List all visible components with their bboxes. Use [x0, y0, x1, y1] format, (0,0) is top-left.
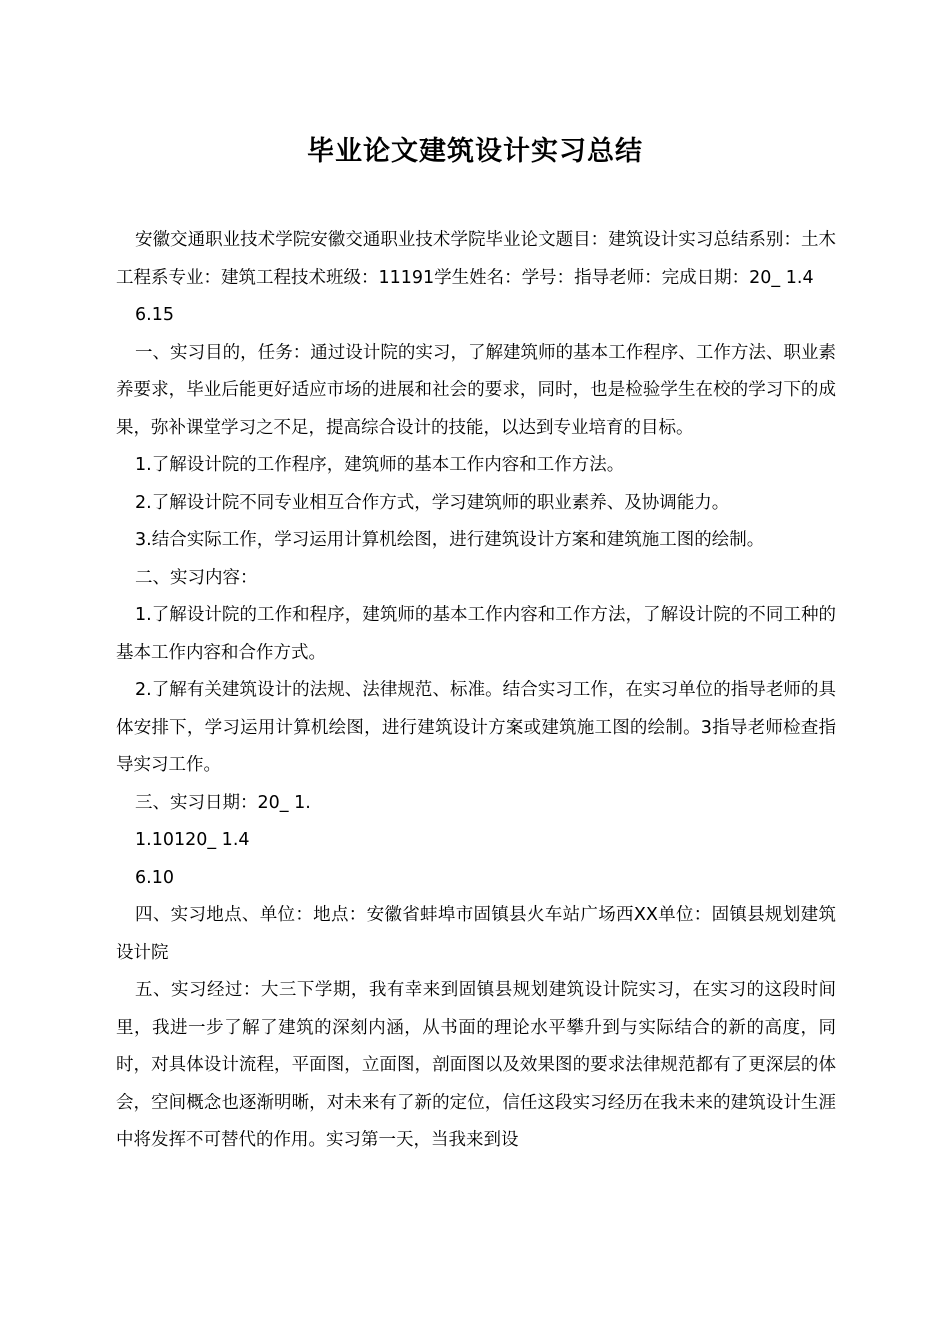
paragraph-content-item-1: 1.了解设计院的工作和程序，建筑师的基本工作内容和工作方法，了解设计院的不同工种的基本工作内容和合作方式。	[116, 605, 836, 663]
paragraph-content-item-2: 2.了解有关建筑设计的法规、法律规范、标准。结合实习工作，在实习单位的指导老师的具体安排下，学习运用计算机绘图，进行建筑设计方案或建筑施工图的绘制。3指导老师检查指导实习工作。	[116, 680, 836, 775]
paragraph-purpose-item-2: 2.了解设计院不同专业相互合作方式，学习建筑师的职业素养、及协调能力。	[135, 492, 730, 513]
paragraph-dates-continuation-1: 1.10120_ 1.4	[135, 830, 250, 850]
paragraph-section-2-heading: 二、实习内容：	[135, 567, 258, 588]
paragraph-section-4-location: 四、实习地点、单位：地点：安徽省蚌埠市固镇县火车站广场西XX单位：固镇县规划建筑设计院	[116, 905, 836, 963]
paragraph-purpose-item-1: 1.了解设计院的工作程序，建筑师的基本工作内容和工作方法。	[135, 455, 625, 475]
paragraph-dates-continuation-2: 6.10	[135, 867, 174, 888]
paragraph-section-5-process: 五、实习经过：大三下学期，我有幸来到固镇县规划建筑设计院实习，在实习的这段时间里，我进一步了解了建筑的深刻内涵，从书面的理论水平攀升到与实际结合的新的高度，同时，对具体设计流程，平面图，立面图，剖面图以及效果图的要求法律规范都有了更深层的体会，空间概念也逐渐明晰，对未来有了新的定位，信任这段实习经历在我未来的建筑设计生涯中将发挥不可替代的作用。实习第一天，当我来到设	[116, 980, 836, 1150]
paragraph-section-1-purpose: 一、实习目的，任务：通过设计院的实习，了解建筑师的基本工作程序、工作方法、职业素养要求，毕业后能更好适应市场的进展和社会的要求，同时，也是检验学生在校的学习下的成果，弥补课堂学习之不足，提高综合设计的技能，以达到专业培育的目标。	[116, 342, 836, 438]
document-body	[116, 222, 836, 1160]
paragraph-header-info: 安徽交通职业技术学院安徽交通职业技术学院毕业论文题目：建筑设计实习总结系别：土木工程系专业：建筑工程技术班级：11191学生姓名：学号：指导老师：完成日期：20_ 1.4	[116, 230, 836, 288]
document-title: 毕业论文建筑设计实习总结	[307, 136, 643, 167]
paragraph-section-3-dates: 三、实习日期：20_ 1.	[135, 792, 311, 813]
paragraph-date-continuation: 6.15	[135, 305, 174, 325]
paragraph-purpose-item-3: 3.结合实际工作，学习运用计算机绘图，进行建筑设计方案和建筑施工图的绘制。	[135, 530, 765, 550]
